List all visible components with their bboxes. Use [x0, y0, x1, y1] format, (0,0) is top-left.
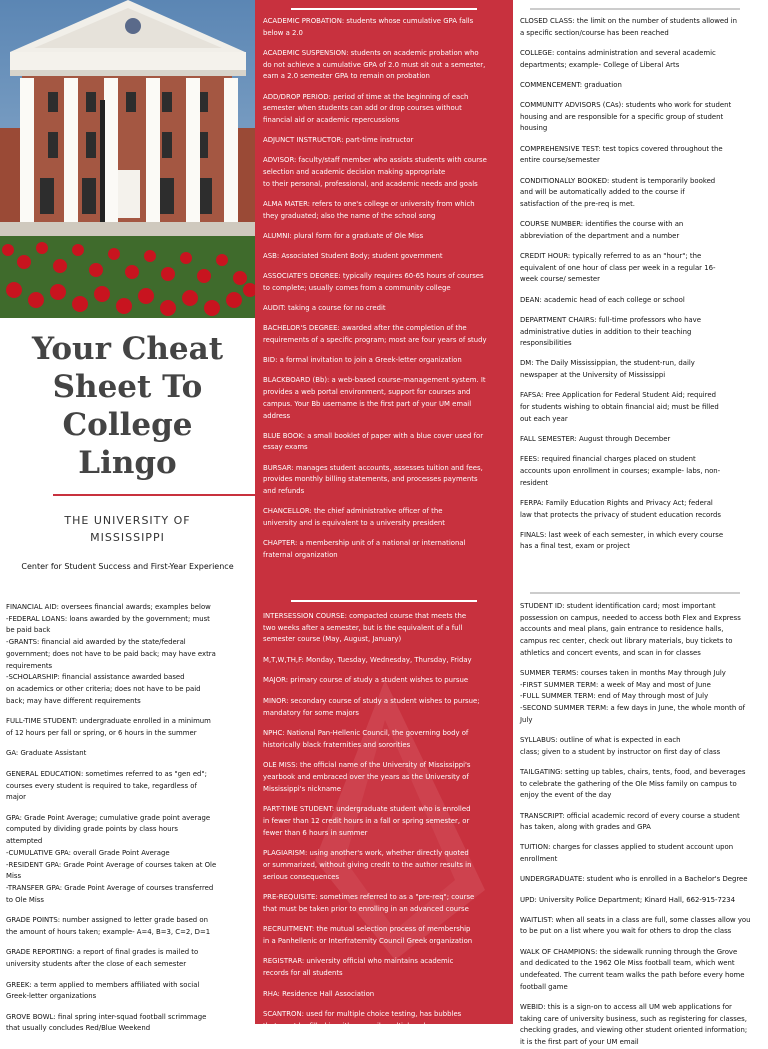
- entry-line: responsibilities: [520, 339, 572, 348]
- title-line: College: [62, 407, 193, 443]
- entry-line: FALL SEMESTER: August through December: [520, 434, 671, 443]
- entry-line: athletics and concert events, and scan in for classes: [520, 648, 701, 657]
- entry-line: GA: Graduate Assistant: [6, 749, 87, 758]
- center-name: Center for Student Success and First-Year Experience: [21, 562, 234, 571]
- glossary-entry: [263, 323, 511, 346]
- glossary-entry: [263, 231, 511, 243]
- entry-line: earn a 2.0 semester GPA to remain on probation: [263, 72, 430, 81]
- entry-line: campus. Your Bb username is the first part of your UM email: [263, 399, 472, 408]
- glossary-entry: [263, 892, 511, 915]
- entry-line: -FEDERAL LOANS: loans awarded by the government; must: [6, 614, 210, 623]
- entry-line: DEPARTMENT CHAIRS: full-time professors who have: [520, 315, 701, 324]
- glossary-entry: [263, 271, 511, 294]
- entry-line: GRADE REPORTING: a report of final grades is mailed to: [6, 948, 199, 957]
- entry-line: to their personal, professional, and academic needs and goals: [263, 179, 478, 188]
- entry-line: TRANSCRIPT: official academic record of every course a student: [520, 811, 740, 820]
- entry-line: PLAGIARISM: using another's work, whether directly quoted: [263, 849, 469, 858]
- entry-line: STUDENT ID: student identification card; most important: [520, 602, 716, 610]
- glossary-entry: [263, 989, 511, 1001]
- lyceum-building-image: [0, 0, 255, 318]
- entry-line: housing: [520, 124, 548, 133]
- entry-line: NPHC: National Pan-Hellenic Council, the governing body of: [263, 729, 469, 738]
- entry-line: undefeated. The current team walks the path before every home: [520, 971, 745, 980]
- entry-line: CONDITIONALLY BOOKED: student is temporarily booked: [520, 176, 716, 185]
- entry-line: TAILGATING: setting up tables, chairs, tents, food, and beverages: [520, 767, 746, 776]
- entry-line: serious consequences: [263, 872, 340, 881]
- entry-line: WALK OF CHAMPIONS: the sidewalk running through the Grove: [520, 947, 738, 956]
- entry-line: campus rec center, check out library materials, buy tickets to: [520, 637, 733, 646]
- glossary-entry: [520, 100, 766, 135]
- entry-line: major: [6, 793, 26, 802]
- entry-line: to be put on a list where you wait for others to drop the class: [520, 927, 732, 936]
- entry-line: to celebrate the gathering of the Ole Miss family on campus to: [520, 779, 737, 788]
- entry-line: GROVE BOWL: final spring inter-squad football scrimmage: [6, 1012, 207, 1021]
- glossary-entry: [263, 804, 511, 839]
- glossary-entry: [263, 48, 511, 83]
- entry-line: provides a web portal environment, support for courses and: [263, 388, 471, 397]
- lyceum-photo: [0, 0, 255, 318]
- entry-line: that usually concludes Red/Blue Weekend: [6, 1024, 151, 1033]
- entry-line: abbreviation of the department and a number: [520, 231, 680, 240]
- entry-line: -SCHOLARSHIP: financial assistance awarded based: [6, 673, 185, 682]
- glossary-entry: [520, 1002, 766, 1049]
- glossary-entry: [263, 924, 511, 947]
- entry-line: administrative duties in addition to their teaching: [520, 327, 692, 336]
- entry-line: GREEK: a term applied to members affiliated with social: [6, 980, 200, 989]
- entry-line: July: [520, 715, 533, 724]
- entry-line: class; given to a student by instructor on first day of class: [520, 747, 721, 756]
- entry-line: Mississippi's nickname: [263, 784, 341, 793]
- entry-line: DM: The Daily Mississippian, the student-run, daily: [520, 359, 695, 368]
- entry-line: BLACKBOARD (Bb): a web-based course-management system. It: [263, 376, 486, 385]
- glossary-entry: [520, 498, 766, 521]
- glossary-entry: [6, 716, 256, 739]
- glossary-entry: [520, 811, 766, 834]
- entry-line: and will be automatically added to the course if: [520, 188, 685, 197]
- entry-line: attempted: [6, 837, 43, 846]
- glossary-entry: [263, 760, 511, 795]
- entry-line: be paid back: [6, 626, 51, 635]
- title-line: Lingo: [78, 445, 177, 481]
- entry-line: MAJOR: primary course of study a student wishes to pursue: [263, 676, 469, 685]
- entry-line: satisfaction of the pre-req is met.: [520, 199, 635, 208]
- entry-line: housing and are responsible for a specific group of student: [520, 112, 724, 121]
- entry-line: taking care of university business, such as registering for classes,: [520, 1014, 747, 1023]
- glossary-entry: [263, 135, 511, 147]
- entry-line: football game: [520, 982, 568, 991]
- university-line: MISSISSIPPI: [90, 531, 165, 544]
- entry-line: accounts and meal plans, gain entrance to residence halls,: [520, 625, 724, 634]
- glossary-entry: [263, 463, 511, 498]
- glossary-entry: [520, 251, 766, 286]
- entry-line: newspaper at the University of Mississippi: [520, 371, 666, 380]
- glossary-entry: [520, 530, 766, 553]
- glossary-entry: [263, 303, 511, 315]
- glossary-entry: [263, 848, 511, 883]
- entry-line: and dedicated to the 1962 Ole Miss football team, which went: [520, 959, 735, 968]
- entry-line: GRADE POINTS: number assigned to letter grade based on: [6, 916, 208, 925]
- glossary-entry: [263, 431, 511, 454]
- entry-line: FEES: required financial charges placed on student: [520, 455, 696, 464]
- entry-line: REGISTRAR: university official who maintains academic: [263, 957, 454, 966]
- entry-line: DEAN: academic head of each college or school: [520, 295, 685, 304]
- entry-line: equivalent of one hour of class per week in a regular 16-: [520, 263, 716, 272]
- section-divider: [530, 8, 740, 10]
- glossary-entry: [520, 315, 766, 350]
- entry-line: and refunds: [263, 487, 305, 496]
- entry-line: Greek-letter organizations: [6, 992, 97, 1001]
- entry-line: BID: a formal invitation to join a Greek-letter organization: [263, 356, 462, 365]
- entry-line: address: [263, 411, 291, 420]
- glossary-entry: [6, 947, 256, 970]
- entry-line: SCANTRON: used for multiple choice testing, has bubbles: [263, 1010, 462, 1019]
- entry-line: possession on campus, needed to access both Flex and Express: [520, 613, 741, 622]
- entry-line: two weeks after a semester, but is the equivalent of a full: [263, 623, 463, 632]
- entry-line: enrollment: [520, 855, 558, 864]
- entry-line: in fewer than 12 credit hours in a fall or spring semester, or: [263, 816, 470, 825]
- entry-line: -SECOND SUMMER TERM: a few days in June, the whole month of: [520, 704, 746, 713]
- glossary-entry: [263, 16, 511, 39]
- entry-line: INTERSESSION COURSE: compacted course that meets the: [263, 612, 467, 620]
- entry-line: selection and academic decision making appropriate: [263, 168, 446, 177]
- glossary-entry: [263, 355, 511, 367]
- glossary-entry: [520, 668, 766, 727]
- entry-line: yearbook and embraced over the years as the University of: [263, 773, 469, 782]
- entry-line: CREDIT HOUR: typically referred to as an "hour"; the: [520, 252, 702, 261]
- entry-line: COMMUNITY ADVISORS (CAs): students who work for student: [520, 101, 732, 110]
- glossary-entry: [6, 602, 256, 707]
- section-divider: [291, 8, 477, 10]
- entry-line: has a final test, exam or project: [520, 542, 630, 551]
- entry-line: resident: [520, 478, 549, 487]
- glossary-entry: [263, 506, 511, 529]
- entry-line: requirements: [6, 661, 53, 670]
- section-divider: [530, 592, 740, 594]
- glossary-entry: [6, 813, 256, 907]
- glossary-entry: [520, 874, 766, 886]
- entry-line: ACADEMIC PROBATION: students whose cumulative GPA falls: [263, 17, 474, 25]
- glossary-entry: [520, 895, 766, 907]
- left-glossary: [6, 602, 256, 1035]
- glossary-entry: [520, 767, 766, 802]
- entry-line: entire course/semester: [520, 156, 600, 165]
- entry-line: provides monthly billing statements, and processes payments: [263, 475, 478, 484]
- entry-line: PART-TIME STUDENT: undergraduate student who is enrolled: [263, 805, 471, 814]
- entry-line: semester course (May, August, January): [263, 635, 402, 644]
- entry-line: Miss: [6, 872, 22, 881]
- glossary-entry: [520, 454, 766, 489]
- glossary-entry: [263, 199, 511, 222]
- entry-line: COMPREHENSIVE TEST: test topics covered throughout the: [520, 144, 723, 153]
- glossary-entry: [6, 769, 256, 804]
- entry-line: accounts upon enrollment in courses; example- labs, non-: [520, 466, 721, 475]
- entry-line: semester when students can add or drop courses without: [263, 104, 462, 113]
- entry-line: TUITION: charges for classes applied to student account upon: [520, 843, 734, 852]
- entry-line: they graduated; also the name of the school song: [263, 211, 436, 220]
- entry-line: in a Panhellenic or Interfraternity Council Greek organization: [263, 936, 473, 945]
- title-divider: [53, 494, 261, 496]
- entry-line: RHA: Residence Hall Association: [263, 989, 375, 998]
- glossary-entry: [520, 48, 766, 71]
- university-name: [0, 512, 255, 546]
- entry-line: records for all students: [263, 969, 343, 978]
- entry-line: ALUMNI: plural form for a graduate of Ole Miss: [263, 231, 424, 240]
- entry-line: ALMA MATER: refers to one's college or university from which: [263, 199, 475, 208]
- glossary-entry: [263, 1009, 511, 1032]
- entry-line: to complete; usually comes from a community college: [263, 283, 451, 292]
- entry-line: it is the first part of your UM email: [520, 1038, 639, 1047]
- entry-line: university students after the close of each semester: [6, 960, 187, 969]
- glossary-entry: [263, 251, 511, 263]
- glossary-entry: [520, 947, 766, 994]
- entry-line: ACADEMIC SUSPENSION: students on academic probation who: [263, 48, 479, 57]
- entry-line: -RESIDENT GPA: Grade Point Average of courses taken at Ole: [6, 860, 217, 869]
- glossary-entry: [263, 155, 511, 190]
- entry-line: of 12 hours per fall or spring, or 6 hours in the summer: [6, 728, 197, 737]
- entry-line: -CUMULATIVE GPA: overall Grade Point Average: [6, 848, 170, 857]
- entry-line: mandatory for some majors: [263, 708, 360, 717]
- entry-line: SYLLABUS: outline of what is expected in each: [520, 736, 681, 745]
- glossary-entry: [520, 390, 766, 425]
- entry-line: WEBID: this is a sign-on to access all UM web applications for: [520, 1002, 732, 1011]
- glossary-entry: [263, 956, 511, 979]
- glossary-entry: [520, 842, 766, 865]
- entry-line: government; does not have to be paid back; may have extra: [6, 649, 216, 658]
- page-title: [0, 330, 255, 482]
- entry-line: ASB: Associated Student Body; student government: [263, 252, 443, 261]
- entry-line: historically black fraternities and sororities: [263, 740, 411, 749]
- glossary-entry: [520, 144, 766, 167]
- entry-line: BLUE BOOK: a small booklet of paper with a blue cover used for: [263, 431, 484, 440]
- entry-line: CHAPTER: a membership unit of a national or international: [263, 539, 466, 548]
- entry-line: ADVISOR: faculty/staff member who assists students with course: [263, 156, 487, 165]
- glossary-entry: [263, 92, 511, 127]
- glossary-entry: [263, 375, 511, 422]
- entry-line: -FIRST SUMMER TERM: a week of May and most of June: [520, 680, 711, 689]
- entry-line: law that protects the privacy of student education records: [520, 510, 721, 519]
- entry-line: -TRANSFER GPA: Grade Point Average of courses transferred: [6, 883, 214, 892]
- entry-line: has taken, along with grades and GPA: [520, 823, 651, 832]
- entry-line: fewer than 6 hours in summer: [263, 828, 368, 837]
- entry-line: UPD: University Police Department; Kinard Hall, 662-915-7234: [520, 895, 736, 904]
- entry-line: departments; example- College of Liberal Arts: [520, 60, 680, 69]
- entry-line: that must be filled in with a pencil; multiple colors: [263, 1021, 437, 1030]
- title-line: Sheet To: [52, 369, 203, 405]
- entry-line: PRE-REQUISITE: sometimes referred to as a "pre-req"; course: [263, 893, 475, 902]
- glossary-entry: [263, 655, 511, 667]
- section-divider: [291, 600, 477, 602]
- glossary-entry: [520, 295, 766, 307]
- title-line: Your Cheat: [31, 331, 224, 367]
- glossary-entry: [6, 748, 256, 760]
- entry-line: ASSOCIATE'S DEGREE: typically requires 60-65 hours of courses: [263, 272, 484, 281]
- entry-line: essay exams: [263, 443, 308, 452]
- glossary-entry: [520, 915, 766, 938]
- entry-line: BACHELOR'S DEGREE: awarded after the completion of the: [263, 324, 467, 333]
- middle-glossary-bottom: [263, 611, 511, 1033]
- entry-line: a specific section/course has been reached: [520, 28, 669, 37]
- entry-line: WAITLIST: when all seats in a class are full, some classes allow you: [520, 915, 751, 924]
- entry-line: week course/ semester: [520, 275, 600, 284]
- entry-line: CHANCELLOR: the chief administrative officer of the: [263, 507, 443, 516]
- glossary-entry: [6, 915, 256, 938]
- entry-line: below a 2.0: [263, 28, 303, 37]
- right-glossary-bottom: [520, 601, 766, 1049]
- entry-line: the amount of hours taken; example- A=4, B=3, C=2, D=1: [6, 927, 211, 936]
- entry-line: M,T,W,TH,F: Monday, Tuesday, Wednesday, Thursday, Friday: [263, 655, 472, 664]
- glossary-entry: [263, 611, 511, 646]
- entry-line: requirements of a specific program; most are four years of study: [263, 336, 487, 345]
- entry-line: fraternal organization: [263, 550, 338, 559]
- entry-line: out each year: [520, 414, 568, 423]
- entry-line: -GRANTS: financial aid awarded by the state/federal: [6, 638, 186, 647]
- glossary-entry: [520, 176, 766, 211]
- glossary-entry: [520, 358, 766, 381]
- entry-line: GPA: Grade Point Average; cumulative grade point average: [6, 813, 211, 822]
- glossary-entry: [520, 735, 766, 758]
- entry-line: do not achieve a cumulative GPA of 2.0 must sit out a semester,: [263, 60, 486, 69]
- entry-line: AUDIT: taking a course for no credit: [263, 304, 386, 313]
- glossary-entry: [520, 80, 766, 92]
- entry-line: ADJUNCT INSTRUCTOR: part-time instructor: [263, 136, 414, 145]
- university-line: THE UNIVERSITY OF: [64, 514, 191, 527]
- entry-line: FINALS: last week of each semester, in which every course: [520, 530, 724, 539]
- entry-line: checking grades, and viewing other student oriented information;: [520, 1026, 748, 1035]
- entry-line: -FULL SUMMER TERM: end of May through most of July: [520, 692, 709, 701]
- entry-line: COURSE NUMBER: identifies the course with an: [520, 220, 684, 229]
- entry-line: enjoy the event of the day: [520, 791, 612, 800]
- entry-line: courses every student is required to take, regardless of: [6, 781, 197, 790]
- entry-line: FULL-TIME STUDENT: undergraduate enrolled in a minimum: [6, 717, 211, 726]
- entry-line: university and is equivalent to a university president: [263, 519, 446, 527]
- middle-column: [255, 0, 513, 1030]
- glossary-entry: [520, 434, 766, 446]
- entry-line: ADD/DROP PERIOD: period of time at the beginning of each: [263, 92, 469, 101]
- glossary-entry: [263, 538, 511, 561]
- entry-line: FERPA: Family Education Rights and Privacy Act; federal: [520, 498, 713, 507]
- entry-line: back; may have different requirements: [6, 696, 141, 705]
- glossary-entry: [520, 219, 766, 242]
- glossary-entry: [6, 1012, 256, 1035]
- entry-line: or summarized, without giving credit to the author results in: [263, 860, 472, 869]
- right-glossary-top: [520, 16, 766, 553]
- glossary-entry: [520, 16, 766, 39]
- entry-line: BURSAR: manages student accounts, assesses tuition and fees,: [263, 463, 483, 472]
- glossary-entry: [263, 696, 511, 719]
- glossary-entry: [263, 728, 511, 751]
- entry-line: to Ole Miss: [6, 895, 44, 904]
- entry-line: OLE MISS: the official name of the University of Mississippi's: [263, 761, 471, 770]
- middle-glossary-top: [263, 16, 511, 562]
- entry-line: on academics or other criteria; does not have to be paid: [6, 684, 201, 693]
- entry-line: FINANCIAL AID: oversees financial awards; examples below: [6, 603, 211, 611]
- entry-line: COMMENCEMENT: graduation: [520, 80, 622, 89]
- entry-line: for students wishing to obtain financial aid; must be filled: [520, 403, 719, 412]
- entry-line: UNDERGRADUATE: student who is enrolled in a Bachelor's Degree: [520, 875, 748, 884]
- entry-line: RECRUITMENT: the mutual selection process of membership: [263, 925, 471, 934]
- entry-line: GENERAL EDUCATION: sometimes referred to as "gen ed";: [6, 769, 207, 778]
- entry-line: that must be taken prior to enrolling in an advanced course: [263, 904, 469, 913]
- entry-line: CLOSED CLASS: the limit on the number of students allowed in: [520, 17, 737, 25]
- entry-line: SUMMER TERMS: courses taken in months May through July: [520, 669, 726, 678]
- glossary-entry: [6, 980, 256, 1003]
- glossary-entry: [263, 675, 511, 687]
- entry-line: computed by dividing grade points by class hours: [6, 825, 179, 834]
- glossary-entry: [520, 601, 766, 660]
- entry-line: FAFSA: Free Application for Federal Student Aid; required: [520, 391, 716, 400]
- entry-line: COLLEGE: contains administration and several academic: [520, 48, 716, 57]
- entry-line: MINOR: secondary course of study a student wishes to pursue;: [263, 696, 480, 705]
- entry-line: financial aid or academic repercussions: [263, 115, 400, 124]
